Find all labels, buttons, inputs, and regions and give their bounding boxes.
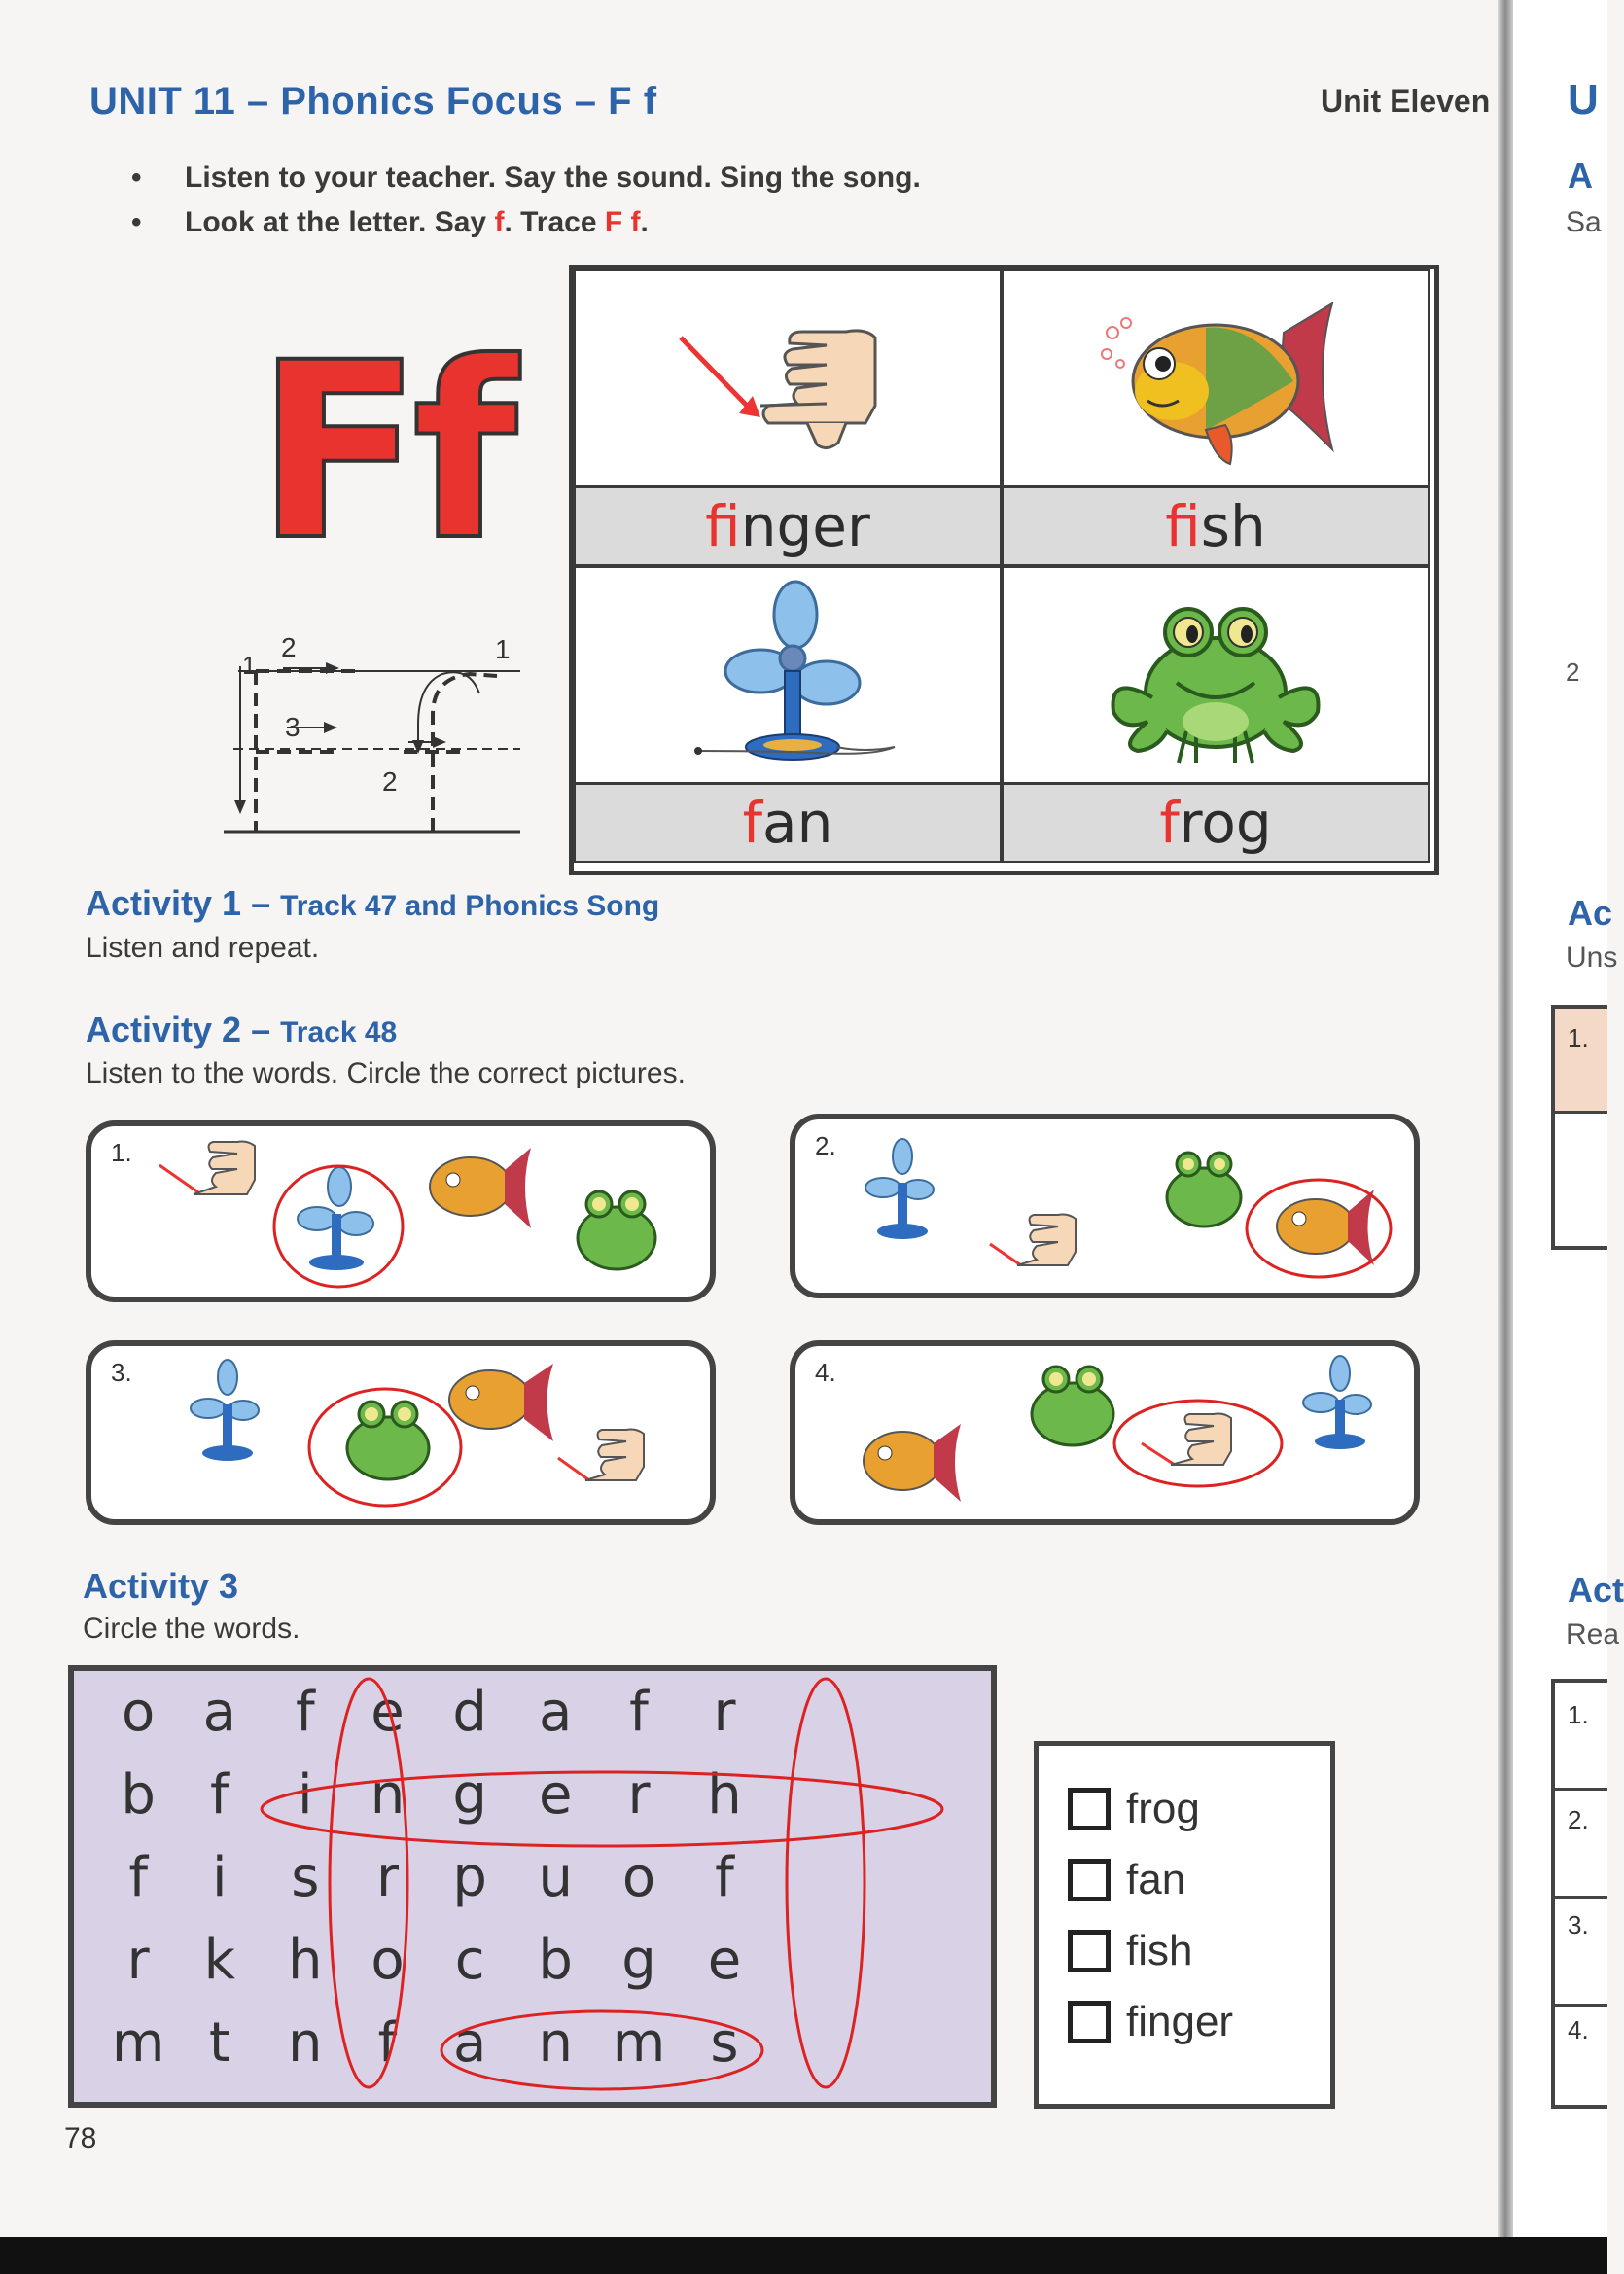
word-search-letter[interactable]: n: [288, 2011, 323, 2075]
item-number: 3.: [111, 1358, 132, 1387]
word-search-letter[interactable]: f: [209, 1763, 229, 1827]
word-search-letter[interactable]: s: [291, 1846, 320, 1909]
word-search-letter[interactable]: a: [202, 1681, 236, 1744]
word-search-letter[interactable]: m: [111, 2011, 165, 2075]
checkbox[interactable]: [1068, 1788, 1111, 1830]
word-search-letter[interactable]: r: [126, 1929, 150, 1992]
word-search-letter[interactable]: n: [370, 1763, 406, 1827]
word-search-letter[interactable]: g: [621, 1929, 656, 1992]
word-search-letter[interactable]: o: [122, 1681, 156, 1744]
vocab-label-fish: fish: [1004, 485, 1428, 564]
stroke-num-1: 1: [242, 651, 257, 680]
vocab-grid: [569, 265, 1439, 875]
activity3-heading: Activity 3: [83, 1566, 239, 1606]
small-frog-icon: [1167, 1153, 1241, 1226]
checklist-item[interactable]: finger: [1068, 1986, 1330, 2057]
activity2-item-2: [790, 1114, 1420, 1298]
word-search-letter[interactable]: a: [539, 1681, 573, 1744]
word-search-letter[interactable]: c: [454, 1929, 485, 1992]
word-search-letter[interactable]: u: [538, 1846, 573, 1909]
vocab-cell-fan: [574, 566, 1002, 863]
small-fish-icon: [430, 1148, 531, 1228]
fish-icon: [1089, 294, 1342, 469]
small-fish-icon: [1277, 1190, 1374, 1265]
small-fan-icon: [298, 1167, 373, 1270]
unit-title: UNIT 11 – Phonics Focus – F f: [89, 80, 657, 123]
next-page-rea: Rea: [1566, 1618, 1620, 1651]
word-search-letter[interactable]: e: [538, 1763, 573, 1827]
word-search-letter[interactable]: k: [203, 1929, 236, 1992]
word-search-letter[interactable]: b: [121, 1763, 156, 1827]
activity2-item-4: [790, 1340, 1420, 1525]
vocab-label-finger: finger: [576, 485, 1000, 564]
item2-pictures: [795, 1119, 1418, 1295]
word-search-letter[interactable]: e: [371, 1681, 405, 1744]
next-page-two: 2: [1566, 657, 1580, 687]
next-page-uns: Uns: [1566, 942, 1618, 974]
checklist-item[interactable]: frog: [1068, 1773, 1330, 1844]
activity2-instruction: Listen to the words. Circle the correct pictures.: [86, 1057, 686, 1089]
instructions: [131, 156, 921, 245]
word-search-letter[interactable]: h: [707, 1763, 742, 1827]
stroke-num-2: 2: [281, 632, 297, 662]
activity1-heading: Activity 1 – Track 47 and Phonics Song: [86, 883, 660, 923]
small-frog-icon: [1032, 1367, 1113, 1445]
next-page-num: 2.: [1568, 1805, 1589, 1834]
word-search-letter[interactable]: m: [612, 2011, 666, 2075]
fan-icon: [671, 586, 904, 770]
word-search-letter[interactable]: r: [627, 1763, 651, 1827]
word-search-letter[interactable]: r: [713, 1681, 736, 1744]
vocab-label-fan: fan: [576, 782, 1000, 861]
stroke-num-1b: 1: [495, 634, 511, 664]
vocab-cell-finger: [574, 269, 1002, 566]
next-page-num: 4.: [1568, 2015, 1589, 2044]
item-number: 1.: [111, 1138, 132, 1167]
word-search-letter[interactable]: r: [375, 1846, 400, 1909]
vocab-cell-fish: [1002, 269, 1430, 566]
next-page-num: 1.: [1568, 1023, 1589, 1052]
stroke-order-diagram: [219, 627, 530, 836]
word-search-letter[interactable]: f: [629, 1681, 649, 1744]
next-page-num: 1.: [1568, 1700, 1589, 1729]
checkbox[interactable]: [1068, 2001, 1111, 2043]
stroke-num-3: 3: [285, 712, 300, 742]
vocab-label-frog: frog: [1004, 782, 1428, 861]
word-search-letter[interactable]: f: [377, 2011, 398, 2075]
next-page-a1: A: [1568, 156, 1593, 195]
activity1-instruction: Listen and repeat.: [86, 932, 320, 964]
word-search-letter[interactable]: h: [288, 1929, 323, 1992]
stroke-num-2b: 2: [382, 766, 398, 797]
item3-pictures: [91, 1346, 714, 1521]
item4-pictures: [795, 1346, 1418, 1521]
checklist-item[interactable]: fish: [1068, 1915, 1330, 1986]
unit-name: Unit Eleven: [1321, 84, 1491, 119]
item-number: 4.: [815, 1358, 836, 1387]
item1-pictures: [91, 1126, 714, 1301]
book-spine: [1498, 0, 1513, 2237]
checkbox[interactable]: [1068, 1930, 1111, 1972]
vocab-cell-frog: [1002, 566, 1430, 863]
scan-bottom-edge: [0, 2237, 1607, 2274]
word-search-letter[interactable]: f: [715, 1846, 734, 1909]
word-search-letter[interactable]: g: [452, 1763, 487, 1827]
word-search-letter[interactable]: n: [538, 2011, 573, 2075]
checkbox[interactable]: [1068, 1859, 1111, 1901]
word-checklist: [1034, 1741, 1335, 2109]
next-page-header: U: [1568, 76, 1599, 124]
next-page-act: Act: [1568, 1570, 1624, 1610]
word-search-letter[interactable]: o: [621, 1846, 656, 1909]
word-search-letter[interactable]: i: [212, 1846, 228, 1909]
next-page-sa: Sa: [1566, 206, 1602, 238]
checklist-item[interactable]: fan: [1068, 1844, 1330, 1915]
small-frog-icon: [578, 1191, 655, 1269]
word-search-letter[interactable]: f: [295, 1681, 315, 1744]
activity2-heading: Activity 2 – Track 48: [86, 1010, 398, 1049]
small-fish-icon: [449, 1364, 553, 1441]
instruction-2: • Look at the letter. Say f. Trace F f.: [131, 200, 921, 245]
word-search-letter[interactable]: f: [128, 1846, 149, 1909]
small-fish-icon: [864, 1424, 961, 1502]
word-search-letter[interactable]: i: [298, 1763, 313, 1827]
word-search-letter[interactable]: a: [453, 2011, 487, 2075]
item-number: 2.: [815, 1131, 836, 1160]
activity3-instruction: Circle the words.: [83, 1613, 300, 1645]
word-search-letter[interactable]: d: [452, 1681, 487, 1744]
page-number: 78: [64, 2122, 97, 2154]
word-search-letter[interactable]: o: [371, 1929, 405, 1992]
next-page-ac: Ac: [1568, 893, 1613, 933]
next-page-num: 3.: [1568, 1910, 1589, 1939]
word-search-letter[interactable]: s: [710, 2011, 739, 2075]
word-search-answer-circles: [74, 1671, 991, 2102]
word-search-letter[interactable]: t: [208, 2011, 230, 2075]
word-search-letter[interactable]: p: [452, 1846, 487, 1909]
word-search-grid: [68, 1665, 997, 2108]
big-letter-ff: Ff: [256, 310, 509, 593]
word-search-letter[interactable]: b: [538, 1929, 573, 1992]
finger-pointing-icon: [671, 299, 904, 464]
word-search-letter[interactable]: e: [707, 1929, 742, 1992]
instruction-1: • Listen to your teacher. Say the sound. Sing the song.: [131, 156, 921, 200]
frog-icon: [1099, 586, 1332, 770]
activity2-item-1: [86, 1120, 716, 1302]
small-frog-icon: [347, 1402, 429, 1479]
activity2-item-3: [86, 1340, 716, 1525]
